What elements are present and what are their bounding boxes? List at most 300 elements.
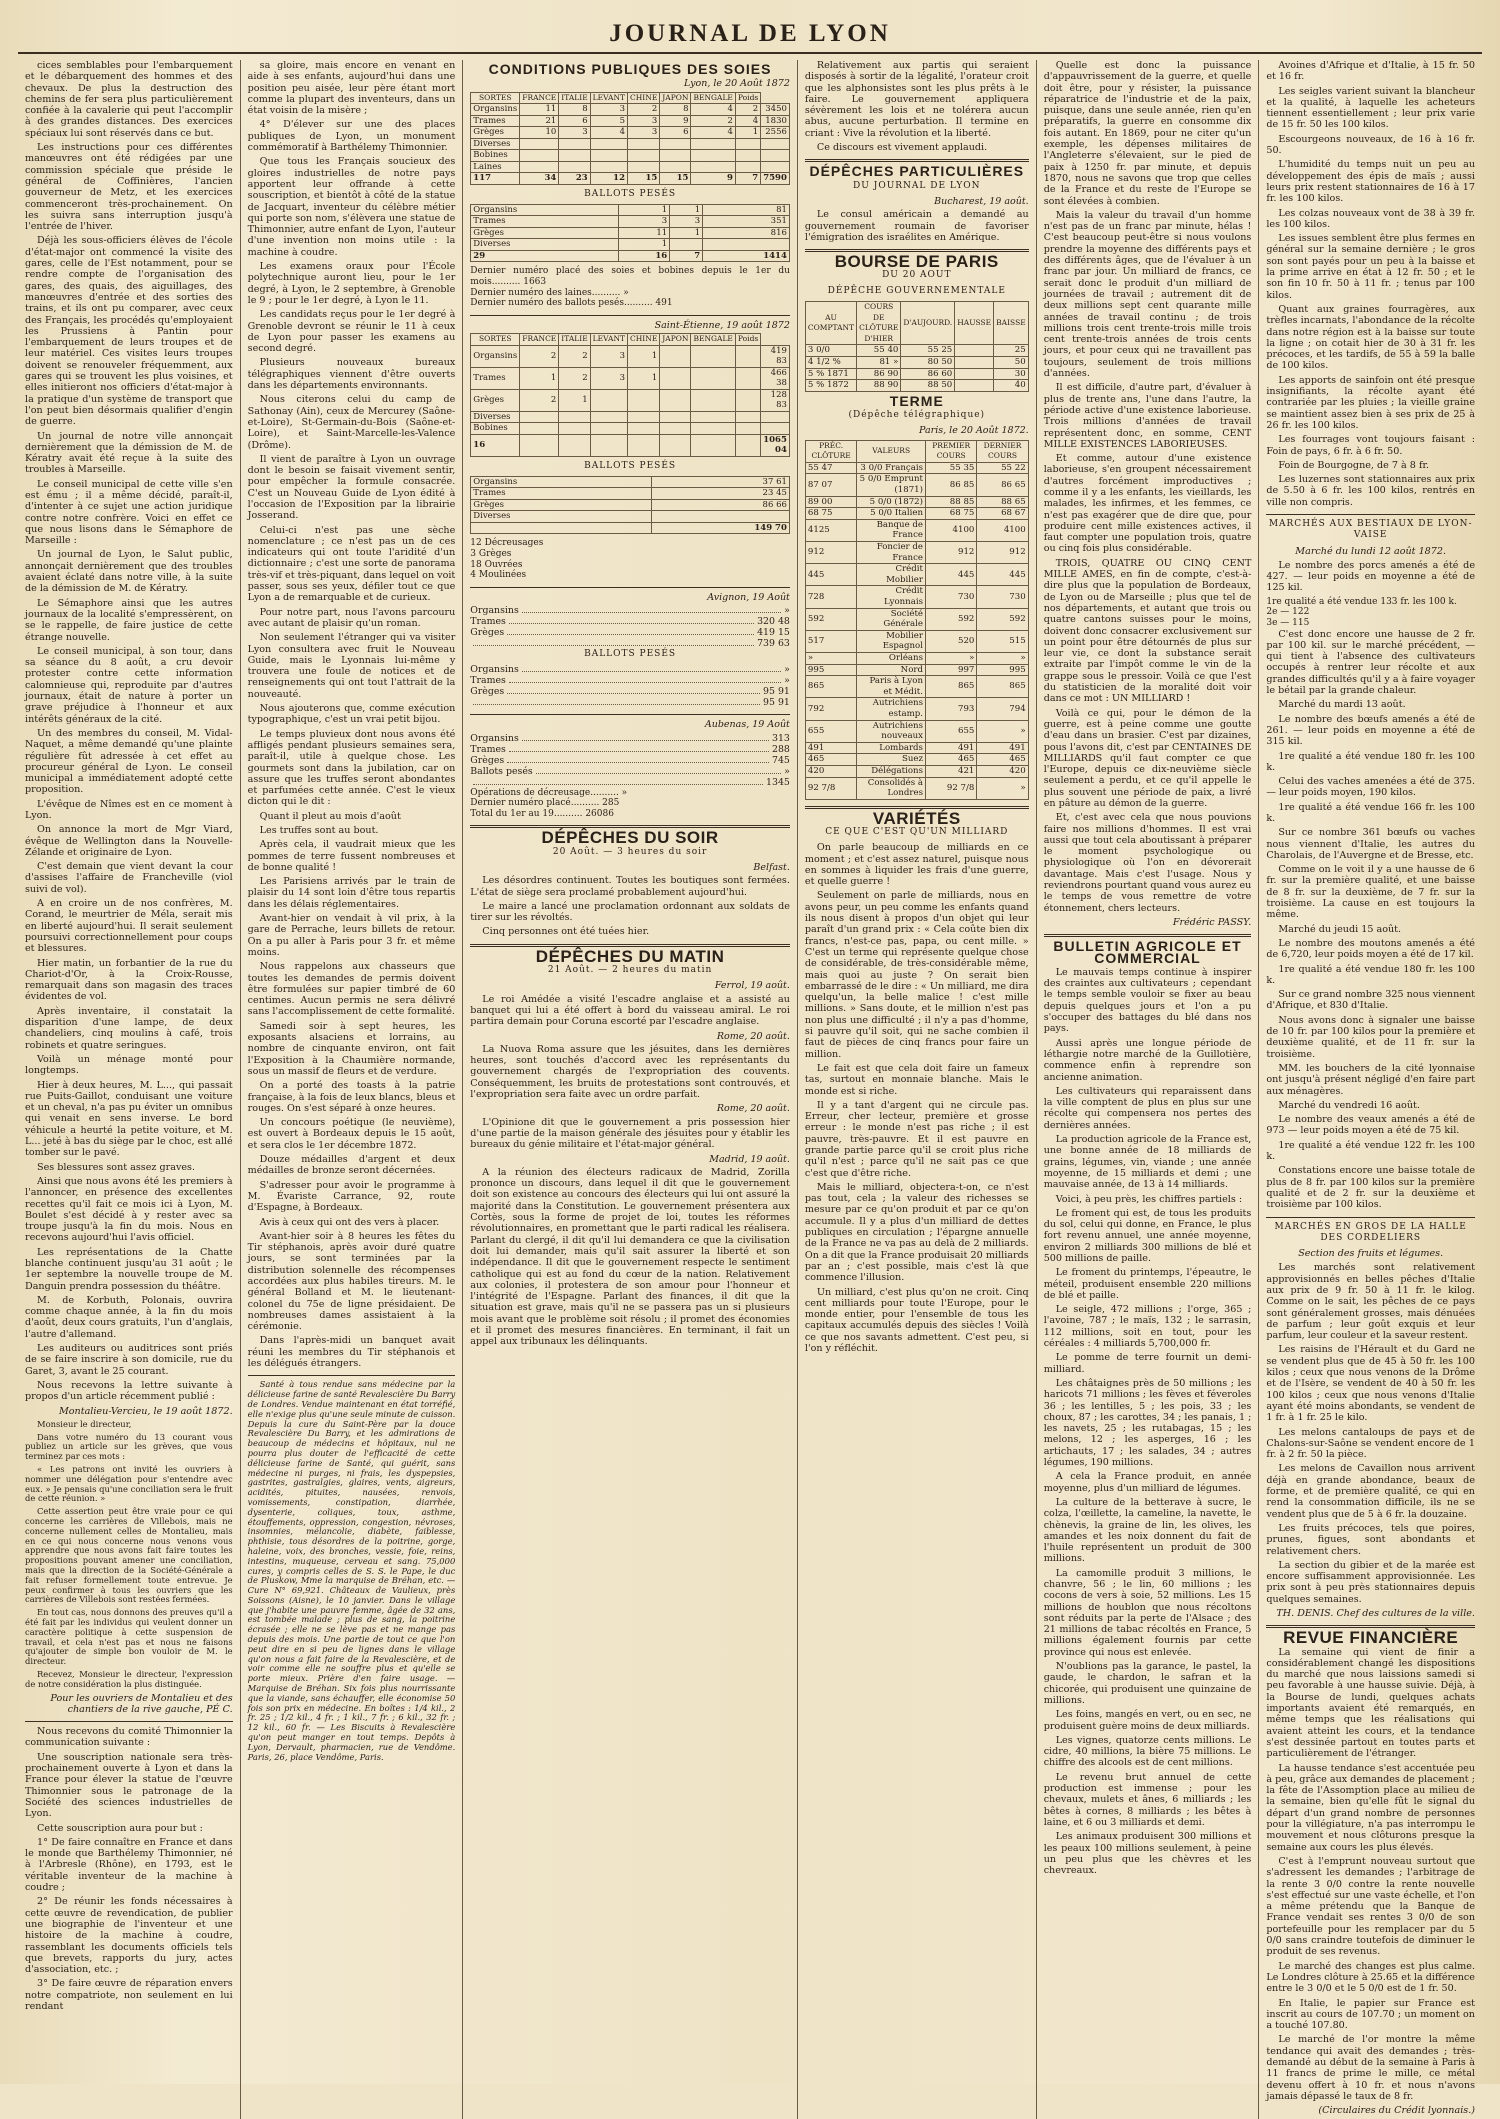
- bourse-date: DU 20 AOUT: [882, 270, 952, 281]
- table-cell: Nord: [857, 664, 926, 676]
- leader-dots: [507, 627, 754, 635]
- list-line: [470, 777, 790, 788]
- table-cell: [691, 423, 735, 435]
- table-cell: [660, 161, 691, 173]
- article-paragraph: Le pomme de terre fournit un demi-milliard.: [1043, 1352, 1252, 1375]
- table-cell: 37 61: [651, 476, 789, 488]
- table-cell: 23: [559, 173, 590, 185]
- article-paragraph: sa gloire, mais encore en venant en aide à ses enfants, aujourd'hui dans une position peu aisée, leur père étant mort comme la plupart des inventeurs, dans un état voisin de la misère ;: [247, 60, 456, 117]
- table-cell: Orléans: [857, 652, 926, 664]
- aubenas-dateline: Aubenas, 19 Août: [704, 719, 790, 731]
- article-paragraph: Il vient de paraître à Lyon un ouvrage dont le besoin se faisait vivement sentir, pour empêcher la formule consacrée. C'est un Nouveau Guide de Lyon édité à l'occasion de l'Exposition par la librairie Josserand.: [247, 453, 456, 522]
- table-cell: 995: [977, 664, 1028, 676]
- article-paragraph: La camomille produit 3 millions, le chanvre, 56 ; le lin, 60 millions ; les cocons de vers à soie, 52 millions. Les 15 millions de houblon que nous récoltons sont réduits par la perte de l'Alsace ; des 21 millions de tabac récoltés en France, 5 millions également fournis par cette province qui nous est enlevée.: [1043, 1567, 1252, 1658]
- list-label: Trames: [470, 675, 506, 687]
- rentes-table: [805, 301, 1029, 392]
- column-2: [241, 60, 464, 2119]
- market-paragraph: Constations encore une baisse totale de plus de 8 fr. par 100 kilos sur la première qualité et de 2 fr. sur la deuxième et troisième par 100 kilos.: [1266, 1165, 1475, 1211]
- table-cell: 128 83: [761, 389, 790, 411]
- table-cell: [590, 138, 627, 150]
- values-table: [805, 440, 1029, 800]
- market-paragraph: 1re qualité a été vendue 122 fr. les 100 k.: [1266, 1139, 1475, 1163]
- table-cell: [660, 389, 691, 411]
- article-paragraph: Une souscription nationale sera très-prochainement ouverte à Lyon et dans la France pour élever la statue de l'œuvre Thimonnier sous le patronage de la Société des sciences industrielles de Lyon.: [25, 1751, 233, 1820]
- table-cell: 15: [660, 173, 691, 185]
- leader-dots: [507, 755, 769, 763]
- article-paragraph: Que tous les Français soucieux des gloires industrielles de notre pays apportent leur offrande à cette souscription, et bientôt à côté de la statue de Jacquart, inventeur du célèbre métier qui porte son nom, s'élèvera une statue de Thimonnier, autre enfant de Lyon, l'auteur d'une invention non moins utile : la machine à coudre.: [247, 156, 456, 258]
- table-cell: Organsins: [471, 345, 520, 367]
- cordeliers-signature: TH. DENIS. Chef des cultures de la ville.: [1276, 1608, 1475, 1619]
- article-paragraph: Un milliard, c'est plus qu'on ne croit. Cinq cent milliards pour toute l'Europe, pour le monde entier, pour l'ensemble de tous les capitaux accumulés depuis des siècles ! Voilà ce que nos savants admettent. C'est peu, si l'on y réfléchit.: [804, 1286, 1029, 1355]
- table-cell: 6: [660, 127, 691, 139]
- article-paragraph: TROIS, QUATRE OU CINQ CENT MILLE AMES, en fin de compte, c'est-à-dire plus que la population de Bordeaux, de Lyon ou de Marseille ; plus que tel de nos départements, et autant que trois ou quatre cantons suisses pour le moins, doivent donc consacrer exclusivement sur un point pour être détournés de plus sur leur vie, ce dont la substance serait extraite par l'impôt comme le vin de la grappe sous le pressoir. Voilà ce que l'est du statisticien de la moralité doit voir dans ce mot : UN MILLIARD !: [1043, 557, 1252, 705]
- table-header: FRANCE: [520, 334, 559, 346]
- table-cell: 7590: [761, 173, 790, 185]
- list-value: »: [784, 675, 790, 687]
- table-cell: 88 85: [925, 496, 976, 508]
- table-cell: [703, 239, 790, 251]
- market-paragraph: Marché du jeudi 15 août.: [1278, 923, 1402, 935]
- article-paragraph: Avoines d'Afrique et d'Italie, à 15 fr. 50 et 16 fr.: [1266, 60, 1475, 83]
- article-paragraph: Escourgeons nouveaux, de 16 à 16 fr. 50.: [1266, 133, 1475, 157]
- table-cell: »: [805, 652, 856, 664]
- table-header: Poids: [735, 334, 760, 346]
- lyon-dateline: Lyon, le 20 Août 1872: [684, 78, 790, 90]
- table-cell: 6: [559, 115, 590, 127]
- table-header: AU COMPTANT: [805, 302, 856, 345]
- dispatch-place: Belfast.: [753, 862, 790, 873]
- table-cell: 92 7/8: [925, 777, 976, 799]
- article-paragraph: Quelle est donc la puissance d'appauvrissement de la guerre, et quelle doit être, pour y résister, la puissance réparatrice de l'industrie et de la paix, puisque, dans une seule année, rien qu'en préparatifs, la guerre en consomme dix fois autant. En 1869, pour ne citer qu'un exemple, les dépenses militaires de l'Angleterre s'élevaient, sur le pied de paix à 1250 fr. par minute, et depuis 1870, nous ne savons que trop que celles de la France et du reste de l'Europe se sont élevées à combien.: [1043, 60, 1252, 207]
- table-row: [471, 476, 790, 488]
- table-cell: Grèges: [471, 499, 651, 511]
- advertisement: Santé à tous rendue sans médecine par la délicieuse farine de santé Revalescière Du Barry de Londres. Vendue maintenant en état torréfié, elle n'exige plus qu'une seule minute de cuisson. Depuis la cure du Saint-Père par la douce Revalescière Du Barry, et les admirations de beaucoup de médecins et hôpitaux, nul ne pourra plus douter de l'efficacité de cette délicieuse farine de Santé, qui guérit, sans médecine ni purges, ni frais, les dyspepsies, gastrites, gastralgies, glaires, vents, aigreurs, acidités, pituites, nausées, renvois, vomissements, constipation, diarrhée, dysenterie, coliques, toux, asthme, étouffements, oppression, congestion, névroses, insomnies, mélancolie, diabète, faiblesse, phthisie, tous désordres de la poitrine, gorge, haleine, voix, des bronches, vessie, foie, reins, intestins, muqueuse, cerveau et sang. 75,000 cures, y compris celles de S. S. le Pape, le duc de Pluskow, Mme la marquise de Bréhan, etc. — Cure N° 69,921. Châteaux de Vaulieux, près Soissons (Aisne), le 10 janvier. Dans le village que j'habite une pauvre femme, âgée de 32 ans, est tombée malade ; plus de sang, la poitrine écrasée ; elle ne se lève pas et ne mange pas depuis des mois. Une partie de tout ce que l'on peut dire en si peu de lignes dans le village qu'on nous a fait faire de la Revalescière, et de voir comme elle ne souffre plus et qu'elle se porte mieux. Prière d'en faire usage. — Marquise de Bréhan. Six fois plus nourrissante que la viande, sans échauffer, elle économise 50 fois son prix en médecine. En boîtes : 1/4 kil., 2 fr. 25 ; 1/2 kil., 4 fr. ; 1 kil., 7 fr. ; 6 kil., 32 fr. ; 12 kil., 60 fr. — Les Biscuits à Revalescière qu'on peut manger en tout temps. Depôts à Lyon, Dervault, pharmacien, rue de Vendôme. Paris, 26, place Vendôme, Paris.: [247, 1379, 456, 1762]
- table-row: [805, 380, 1028, 392]
- table-row: [471, 115, 790, 127]
- table-cell: [628, 411, 660, 423]
- st-etienne-note: 18 Ouvrées: [470, 559, 523, 570]
- article-paragraph: 3° De faire œuvre de réparation envers notre compatriote, non seulement en lui rendant: [25, 1978, 233, 2012]
- list-label: Trames: [470, 743, 506, 755]
- table-cell: Lombards: [857, 742, 926, 754]
- table-cell: 88 65: [977, 496, 1028, 508]
- market-paragraph: MM. les bouchers de la cité lyonnaise ont jusqu'à présent négligé d'en faire part aux ménagères.: [1266, 1062, 1475, 1097]
- table-cell: Grèges: [471, 227, 619, 239]
- article-paragraph: Le conseil municipal, à son tour, dans sa séance du 8 août, a cru devoir protester contre cette information calomnieuse qui, reproduite par d'autres journaux, était de nature à porter un grave préjudice à l'honneur et aux intérêts généraux de la cité.: [25, 645, 233, 725]
- leader-dots: [509, 675, 781, 683]
- article-paragraph: cices semblables pour l'embarquement et le débarquement des hommes et des chevaux. De plus la destruction des chemins de fer sera plus particulièrement confiée à la cavalerie qui peut l'accomplir à des grandes distances. Des exercices spéciaux lui sont réservés dans ce but.: [25, 60, 233, 139]
- article-paragraph: Un concours poétique (le neuvième), est ouvert à Bordeaux depuis le 15 août, et sera clos le 1er décembre 1872.: [247, 1117, 456, 1151]
- table-cell: 5 0/0 Emprunt (1871): [857, 474, 926, 496]
- article-paragraph: Les candidats reçus pour le 1er degré à Grenoble devront se réunir le 11 à ceux de Lyon pour passer les examens au second degré.: [247, 309, 456, 355]
- article-paragraph: Les cultivateurs qui reparaissent dans la ville comptent de plus en plus sur une récolte qui compensera nos pertes des dernières années.: [1043, 1085, 1252, 1131]
- revue-signature: (Circulaires du Crédit lyonnais.): [1318, 2105, 1475, 2117]
- table-row: [805, 586, 1028, 608]
- table-cell: 89 00: [805, 496, 856, 508]
- table-cell: [628, 138, 660, 150]
- table-cell: [735, 367, 760, 389]
- table-cell: 465: [925, 754, 976, 766]
- table-header: HAUSSE: [955, 302, 994, 345]
- list-label: Grèges: [470, 686, 505, 698]
- article-paragraph: Mais la valeur du travail d'un homme n'est pas de un franc par minute, hélas ! C'est beaucoup peut-être si nous voulons prendre la moyenne des différents pays et des différents âges, que de l'évaluer à un franc par jour. Un milliard de francs, ce serait donc le produit d'un milliard de journées de travail ; autrement dit de deux millions sept cent quarante mille années de travail continu ; de trois millions trois cent trente-trois mille trois cent trente-trois années de trois cents jours, et pour ceux qui ne travaillent pas toujours, seulement de trois millions d'années.: [1043, 209, 1252, 380]
- table-cell: [628, 389, 660, 411]
- article-paragraph: Les vignes, quatorze cents millions. Le cidre, 40 millions, la bière 75 millions. Le chiffre des alcools est de cent millions.: [1043, 1734, 1252, 1769]
- table-cell: 520: [925, 630, 976, 652]
- table-cell: 2: [628, 104, 660, 116]
- table-cell: Banque de France: [857, 519, 926, 541]
- article-paragraph: En Italie, le papier sur France est inscrit au cours de 107.70 ; un moment on a touché 107.80.: [1266, 1997, 1475, 2032]
- table-cell: 10: [520, 127, 559, 139]
- table-cell: 491: [805, 742, 856, 754]
- evening-dispatches-time: 20 Août. — 3 heures du soir: [552, 846, 708, 857]
- article-paragraph: Le Sémaphore ainsi que les autres journaux de la localité s'empressèrent, on se le rappelle, de faire justice de cette étrange nouvelle.: [25, 597, 233, 643]
- list-value: »: [784, 765, 790, 777]
- list-value: 739 63: [757, 638, 790, 650]
- table-cell: 15: [628, 173, 660, 185]
- table-cell: [761, 161, 790, 173]
- article-paragraph: Voilà ce qui, pour le démon de la guerre, est à peine comme une goutte d'eau dans un brasier. C'est par dizaines, pous l'avons dit, c'est par CENTAINES DE MILLIARDS qu'il faut compter ce que l'Europe, depuis ce dix-neuvième siècle seulement a perdu, et ce qu'il appelle le plus souvent une période de paix, a livré en pâture au démon de la guerre.: [1043, 707, 1252, 809]
- table-cell: Consolidés à Londres: [857, 777, 926, 799]
- dispatch-paragraph: La Nuova Roma assure que les jésuites, dans les dernières heures, sont touchés d'accord avec les représentants du gouvernement chargés de l'expropriation des couvents. Conséquemment, les bruits de protestations sont controuvés, et l'expropriation sera faite avec un ordre parfait.: [470, 1043, 790, 1101]
- table-row: [471, 239, 790, 251]
- section-divider: [470, 587, 790, 588]
- article-paragraph: Hier matin, un forbantier de la rue du Chariot-d'Or, à la Croix-Rousse, remarquait dans son magasin des traces évidentes de vol.: [25, 957, 233, 1003]
- list-line: [470, 744, 790, 755]
- table-cell: 2: [559, 345, 590, 367]
- table-cell: 55 25: [901, 345, 955, 357]
- leader-dots: [509, 744, 769, 752]
- article-paragraph: Et comme, autour d'une existence laborieuse, s'en groupent nécessairement d'autres forcément improductives ; comme il y a les enfants, les vieillards, les malades, les infirmes, et les femmes, ce n'est pas exagérer que de dire que, pour produire cent mille existences actives, il faut compter une population trois, quatre ou cinq fois plus considérable.: [1043, 453, 1252, 555]
- table-row: [471, 511, 790, 523]
- table-cell: 592: [925, 608, 976, 630]
- table-cell: 11: [619, 227, 670, 239]
- article-paragraph: Ce discours est vivement applaudi.: [816, 142, 988, 154]
- table-cell: 4: [735, 115, 760, 127]
- table-header: CHINE: [628, 334, 660, 346]
- article-paragraph: Le froment du printemps, l'épeautre, le méteil, produisent ensemble 220 millions de blé et paille.: [1043, 1267, 1252, 1301]
- table-row: [805, 564, 1028, 586]
- article-paragraph: L'humidité du temps nuit un peu au développement des épis de maïs ; aussi leurs prix restent stationnaires de 16 à 17 fr. les 100 kilos.: [1266, 159, 1475, 205]
- ballots-table-st-etienne: [470, 476, 790, 535]
- bourse-subtitle: DÉPÊCHE GOUVERNEMENTALE: [827, 285, 1006, 296]
- section-divider: [1266, 1217, 1475, 1218]
- silk-table-lyon: [470, 92, 790, 185]
- table-cell: [761, 411, 790, 423]
- table-header: SORTES: [471, 334, 520, 346]
- article-paragraph: Le temps pluvieux dont nous avons été affligés pendant plusieurs semaines sera, paraît-il, utile à quelque chose. Les gourmets sont dans la jubilation, car on assure que les truffes seront abondantes et parfumées cette année. C'est le vieux dicton qui le dit :: [247, 728, 456, 808]
- table-cell: 16: [619, 250, 670, 262]
- table-cell: [559, 138, 590, 150]
- table-cell: [670, 239, 703, 251]
- letter-date: Montalieu-Vercieu, le 19 août 1872.: [58, 1405, 233, 1417]
- article-paragraph: Il y a tant d'argent qui ne circule pas. Erreur, cher lecteur, première et grosse erreur : le monde n'est pas riche ; il est pauvre, très-pauvre. Et il est pauvre en grande partie parce qu'il se croit plus riche qu'il n'est ; parce qu'il ne sait pas ce que c'est que d'être riche.: [804, 1099, 1029, 1179]
- table-cell: 3: [628, 127, 660, 139]
- article-paragraph: Nous recevons la lettre suivante à propos d'un article récemment publié :: [25, 1379, 233, 1403]
- article-paragraph: Un journal de notre ville annonçait dernièrement que la démission de M. de Kératry avait été reçue à la suite des troubles à Marseille.: [25, 430, 233, 476]
- list-value: »: [784, 664, 790, 676]
- market-paragraph: 1re qualité a été vendue 180 fr. les 100 k.: [1266, 750, 1475, 773]
- table-cell: 1: [628, 345, 660, 367]
- table-cell: 997: [925, 664, 976, 676]
- table-cell: 3450: [761, 104, 790, 116]
- article-paragraph: Dans l'après-midi un banquet avait réuni les membres du Tir stéphanois et les délégués étrangers.: [247, 1335, 456, 1370]
- silk-table-st-etienne: [470, 333, 790, 457]
- table-cell: 1: [520, 367, 559, 389]
- table-cell: 3: [590, 104, 627, 116]
- table-cell: 3 0/0 Français: [857, 462, 926, 474]
- table-cell: [520, 138, 559, 150]
- table-cell: Bobines: [471, 150, 520, 162]
- article-paragraph: Le marché des changes est plus calme. Le Londres clôture à 25.65 et la différence entre le 3 0/0 et le 5 0/0 est de 1 fr. 50.: [1266, 1960, 1475, 1995]
- article-paragraph: Mais le milliard, objectera-t-on, ce n'est pas tout, cela ; la valeur des richesses se mesure par ce qu'on produit et par ce qu'on accumule. Il y a plus d'un milliard de dettes publiques en circulation ; l'épargne annuelle de la France ne va pas au delà de 2 milliards. On a dit que la France produisait 20 milliards par an ; c'est possible, mais c'est là que commence l'illusion.: [804, 1181, 1029, 1284]
- table-cell: 21: [520, 115, 559, 127]
- table-row: [471, 216, 790, 228]
- dispatch-paragraph: L'Opinione dit que le gouvernement a pris possession hier d'une partie de la maison générale des jésuites pour y établir les bureaux du génie militaire et l'état-major général.: [470, 1116, 790, 1151]
- section-divider: [248, 1375, 456, 1376]
- article-paragraph: Le revenu brut annuel de cette production est immense ; pour les chevaux, mulets et ânes, 6 milliards ; les bêtes à cornes, 8 milliards ; les bêtes à laine, et 6 ou 3 milliards et demi.: [1043, 1771, 1252, 1828]
- table-cell: Crédit Lyonnais: [857, 586, 926, 608]
- article-paragraph: Le seigle, 472 millions ; l'orge, 365 ; l'avoine, 787 ; le maïs, 132 ; le sarrasin, 112 millions, soit en tout, pour les céréales : 4 milliards 5,700,000 fr.: [1043, 1304, 1252, 1350]
- table-cell: [628, 423, 660, 435]
- column-5: [1037, 60, 1260, 2119]
- leader-dots: [522, 605, 781, 613]
- column-1: [18, 60, 241, 2119]
- aubenas-note: Dernier numéro placé.......... 285: [470, 798, 620, 809]
- article-paragraph: Nous rappelons aux chasseurs que toutes les demandes de permis doivent être formulées sur papier timbré de 60 centimes. Aucun permis ne sera délivré sans l'accomplissement de cette formalité.: [247, 961, 456, 1018]
- table-header: VALEURS: [857, 440, 926, 462]
- article-paragraph: Les examens oraux pour l'École polytechnique auront lieu, pour le 1er degré, à Lyon, le 2 septembre, à Grenoble le 9 ; pour le 1er degré, à Lyon le 11.: [247, 261, 456, 306]
- dispatch-place: Madrid, 19 août.: [709, 1153, 790, 1165]
- article-paragraph: La production agricole de la France est, une bonne année de 18 milliards de grains, légumes, vin, viande ; une année moyenne, de 15 milliards et demi ; une mauvaise année, de 13 à 14 milliards.: [1043, 1134, 1252, 1191]
- price-grade: 1re qualité a été vendue 133 fr. les 100 k.: [1266, 596, 1457, 607]
- article-paragraph: Nous citerons celui du camp de Sathonay (Ain), ceux de Mercurey (Saône-et-Loire), St-Germain-du-Bois (Saône-et-Loire), et Saint-Marcelle-les-Valence (Drôme).: [247, 394, 456, 451]
- table-header: PRÉC. CLÔTURE: [805, 440, 856, 462]
- table-cell: 68 75: [805, 508, 856, 520]
- market-paragraph: 1re qualité a été vendue 180 fr. les 100 k.: [1266, 963, 1475, 986]
- article-paragraph: C'est demain que vient devant la cour d'assises l'affaire de Francheville (viol suivi de vol).: [25, 861, 233, 895]
- article-paragraph: Celui-ci n'est pas une sèche nomenclature ; ce n'est pas un de ces indicateurs qui ont toute l'aridité d'un dictionnaire ; c'est une sorte de panorama très-vif et très-piquant, dans lequel on voit passer, sous ses yeux, défiler tout ce que Lyon a de remarquable et de curieux.: [247, 524, 456, 604]
- article-paragraph: Nous ajouterons que, comme exécution typographique, c'est un vrai petit bijou.: [247, 703, 456, 726]
- table-cell: 2556: [761, 127, 790, 139]
- column-4: [798, 60, 1037, 2119]
- table-cell: 25: [994, 345, 1029, 357]
- cordeliers-subtitle: Section des fruits et légumes.: [1298, 1248, 1444, 1260]
- table-cell: 7: [670, 250, 703, 262]
- table-cell: [590, 434, 627, 456]
- table-cell: 2: [520, 389, 559, 411]
- table-cell: 4: [590, 127, 627, 139]
- table-cell: 4125: [805, 519, 856, 541]
- leader-dots: [509, 616, 754, 624]
- table-cell: 793: [925, 698, 976, 720]
- article-paragraph: Les instructions pour ces différentes manœuvres ont été rédigées par une commission spéciale que préside le général de Coffinières, l'ancien gouverneur de Metz, et les exercices commenceront très-prochainement. On les suivra sans interruption jusqu'à l'entrée de l'hiver.: [25, 142, 233, 233]
- market-paragraph: Comme on le voit il y a une hausse de 6 fr. sur la première qualité, et une baisse de 8 fr. sur la deuxième, de 7 fr. sur la troisième. La cause en est toujours la même.: [1266, 864, 1475, 921]
- list-label: Organsins: [470, 605, 519, 617]
- table-cell: [559, 434, 590, 456]
- ballots-title: BALLOTS PESÉS: [584, 188, 677, 199]
- article-paragraph: L'évêque de Nîmes est en ce moment à Lyon.: [25, 798, 233, 821]
- table-cell: 80 50: [901, 357, 955, 369]
- table-cell: [520, 423, 559, 435]
- list-value: 745: [771, 754, 790, 766]
- table-cell: 5 % 1872: [805, 380, 856, 392]
- table-header: BENGALE: [691, 334, 735, 346]
- bourse-title: BOURSE DE PARIS: [834, 252, 999, 272]
- table-cell: 86 90: [857, 368, 901, 380]
- table-cell: [735, 161, 760, 173]
- aubenas-note: Opérations de décreusage.......... »: [470, 787, 628, 798]
- table-cell: 50: [994, 357, 1029, 369]
- table-cell: [691, 150, 735, 162]
- table-cell: [735, 411, 760, 423]
- table-cell: 9: [660, 115, 691, 127]
- lyon-note: Dernier numéro des ballots pesés.......... 491: [470, 298, 673, 309]
- letter-paragraph: Monsieur le directeur,: [37, 1418, 132, 1429]
- market-paragraph: Les marchés sont relativement approvisionnés en belles pêches d'Italie aux prix de 9 fr. 50 à 11 fr. le kilog. Comme on le sait, les pêches de ce pays sont généralement grosses, mais dénuées de parfum ; leur goût exquis et leur parfum, leur couleur et la saveur restent.: [1266, 1262, 1475, 1342]
- table-cell: 1: [619, 204, 670, 216]
- market-paragraph: Sur ce nombre 361 bœufs ou vaches nous viennent d'Italie, les autres du Charolais, de l'Auvergne et de Bresse, etc.: [1266, 827, 1475, 861]
- table-row: [471, 138, 790, 150]
- table-cell: 117: [471, 173, 520, 185]
- list-value: 95 91: [763, 686, 790, 698]
- bulletin-title: BULLETIN AGRICOLE ET COMMERCIAL: [1053, 938, 1242, 966]
- table-cell: [691, 345, 735, 367]
- article-paragraph: Ses blessures sont assez graves.: [37, 1161, 196, 1173]
- table-cell: 730: [925, 586, 976, 608]
- table-cell: [660, 345, 691, 367]
- article-paragraph: Relativement aux partis qui seraient disposés à sortir de la légalité, l'orateur croit que les alphonsistes sont les plus prêts à le faire. Le gouvernement appliquera sévèrement les lois et ne tolérera aucun abus, aucune perturbation. Il termine en criant : Vive la révolution et la liberté.: [804, 60, 1029, 139]
- article-paragraph: Les auditeurs ou auditrices sont priés de se faire inscrire à son domicile, rue du Garet, 3, avant le 25 courant.: [25, 1343, 233, 1377]
- table-cell: 4 1/2 %: [805, 357, 856, 369]
- table-cell: [660, 434, 691, 456]
- table-row: [805, 652, 1028, 664]
- table-row: [471, 227, 790, 239]
- table-row: [805, 519, 1028, 541]
- table-cell: 995: [805, 664, 856, 676]
- list-value: »: [784, 605, 790, 617]
- table-cell: 9: [691, 173, 735, 185]
- table-cell: 86 65: [977, 474, 1028, 496]
- table-cell: [660, 411, 691, 423]
- table-cell: 4: [691, 104, 735, 116]
- table-cell: »: [977, 720, 1028, 742]
- table-row: [805, 608, 1028, 630]
- table-cell: Trames: [471, 367, 520, 389]
- table-cell: [761, 423, 790, 435]
- leader-dots: [522, 733, 769, 741]
- table-header: PREMIER COURS: [925, 440, 976, 462]
- article-paragraph: Douze médailles d'argent et deux médailles de bronze seront décernées.: [247, 1154, 456, 1177]
- dispatch-paragraph: Le maire a lancé une proclamation ordonnant aux soldats de tirer sur les révoltés.: [470, 900, 790, 924]
- table-cell: Trames: [471, 216, 619, 228]
- table-cell: Grèges: [471, 127, 520, 139]
- table-cell: 865: [925, 676, 976, 698]
- list-value: 320 48: [757, 616, 790, 628]
- article-paragraph: Et, c'est avec cela que nous pouvions faire nos millions d'hommes. Il est vrai aussi que tout cela aboutissant à préparer le moment psychologique ou physiologique où l'on en dévorerait davantage. Mais c'est l'usage. Nous y reviendrons pourtant quand vous aurez eu le temps de vous remettre de votre étonnement, chers lecteurs.: [1043, 812, 1252, 914]
- table-cell: 1: [670, 204, 703, 216]
- market-paragraph: Marché du vendredi 16 août.: [1278, 1099, 1420, 1111]
- table-row: [805, 462, 1028, 474]
- table-cell: Délégations: [857, 765, 926, 777]
- table-header: ITALIE: [559, 334, 590, 346]
- table-cell: Foncier de France: [857, 542, 926, 564]
- table-row: [805, 676, 1028, 698]
- table-cell: 655: [805, 720, 856, 742]
- table-cell: 792: [805, 698, 856, 720]
- table-cell: [520, 411, 559, 423]
- table-row: [471, 499, 790, 511]
- list-line: [470, 697, 790, 708]
- table-total-row: [471, 434, 790, 456]
- table-cell: [761, 138, 790, 150]
- table-cell: 3: [628, 115, 660, 127]
- evening-dispatches-title: DÉPÊCHES DU SOIR: [541, 828, 719, 848]
- private-dispatches-title: DÉPÊCHES PARTICULIÈRES: [809, 163, 1025, 180]
- market-paragraph: Le nombre des porcs amenés a été de 427. — leur poids en moyenne a été de 125 kil.: [1266, 559, 1475, 594]
- table-cell: 8: [660, 104, 691, 116]
- dispatch-place: Bucharest, 19 août.: [934, 195, 1029, 207]
- leader-dots: [522, 664, 781, 672]
- article-paragraph: Hier à deux heures, M. L..., qui passait rue Puits-Gaillot, conduisant une voiture et un cheval, n'a pas pu éviter un omnibus qui venait en sens inverse. Le bord véhicule a heurté la petite voiture, et M. L... jeté à bas du siège par le choc, est allé tomber sur le pavé.: [25, 1079, 233, 1159]
- list-label: Grèges: [470, 627, 505, 639]
- table-cell: 88 50: [901, 380, 955, 392]
- masthead: [18, 14, 1482, 54]
- table-cell: 466 38: [761, 367, 790, 389]
- article-paragraph: Les représentations de la Chatte blanche continuent jusqu'au 31 août ; le 1er septembre la nouvelle troupe de M. Danguin prendra possession du théâtre.: [25, 1246, 233, 1292]
- vaise-market-date: Marché du lundi 12 août 1872.: [1295, 545, 1447, 557]
- article-paragraph: Foin de Bourgogne, de 7 à 8 fr.: [1278, 459, 1430, 471]
- market-paragraph: Le nombre des veaux amenés a été de 973 — leur poids moyen a été de 75 kil.: [1266, 1114, 1475, 1137]
- table-cell: 55 35: [925, 462, 976, 474]
- table-header: ITALIE: [559, 92, 590, 104]
- article-paragraph: Les châtaignes près de 50 millions ; les haricots 71 millions ; les fèves et féveroles 36 ; les lentilles, 5 ; les pois, 33 ; les choux, 87 ; les carottes, 34 ; les panais, 1 ; les navets, 25 ; les rutabagas, 15 ; les melons, 12 ; les asperges, 16 ; les artichauts, 17 ; les salades, 34 ; autres légumes, 190 millions.: [1043, 1377, 1252, 1469]
- price-grade: 3e — 115: [1266, 617, 1310, 628]
- article-paragraph: Nous recevons du comité Thimonnier la communication suivante :: [25, 1726, 233, 1749]
- table-cell: 34: [520, 173, 559, 185]
- table-cell: [691, 161, 735, 173]
- newspaper-title: JOURNAL DE LYON: [609, 20, 891, 47]
- table-cell: 12: [590, 173, 627, 185]
- table-cell: Société Générale: [857, 608, 926, 630]
- column-3: [463, 60, 798, 2119]
- terme-subtitle: (Dépêche télégraphique): [848, 410, 986, 421]
- table-row: [471, 104, 790, 116]
- table-cell: 68 75: [925, 508, 976, 520]
- article-paragraph: Aussi après une longue période de léthargie notre marché de la Guillotière, commence enfin à reprendre son ancienne animation.: [1043, 1037, 1252, 1083]
- market-paragraph: La section du gibier et de la marée est encore suffisamment approvisionnée. Les prix sont à peu près stationnaires depuis quelques semaines.: [1266, 1559, 1475, 1605]
- lyon-note: Dernier numéro placé des soies et bobines depuis le 1er du mois.......... 1663: [470, 266, 790, 287]
- market-paragraph: Les melons cantaloups de pays et de Chalons-sur-Saône se vendent encore de 1 fr. à 2 fr. 50 la pièce.: [1266, 1426, 1475, 1461]
- table-cell: 4: [691, 127, 735, 139]
- table-cell: 3: [590, 367, 627, 389]
- article-paragraph: N'oublions pas la garance, le pastel, la gaude, le chardon, le safran et la chicorée, qui produisent une quinzaine de millions.: [1043, 1661, 1252, 1706]
- table-cell: Diverses: [471, 411, 520, 423]
- dispatch-place: Rome, 20 août.: [716, 1030, 790, 1042]
- table-row: [805, 474, 1028, 496]
- letter-signature: Pour les ouvriers de Montalieu et des chantiers de la rive gauche, PÉ C.: [50, 1692, 233, 1715]
- list-line: [470, 616, 790, 627]
- article-paragraph: Les luzernes sont stationnaires aux prix de 5.50 à 6 fr. les 100 kilos, rentrés en ville non compris.: [1266, 474, 1475, 508]
- table-header: CHINE: [628, 92, 660, 104]
- table-cell: [955, 357, 994, 369]
- table-cell: 420: [805, 765, 856, 777]
- table-total-row: [471, 522, 790, 534]
- article-paragraph: Ainsi que nous avons été les premiers à l'annoncer, en présence des excellentes recettes qu'il fait ce mois ici à Lyon, M. Boulet s'est décidé à y rester avec sa troupe jusqu'à la fin du mois. Nous en recevons aujourd'hui l'avis officiel.: [25, 1175, 233, 1244]
- table-cell: 55 40: [857, 345, 901, 357]
- aubenas-note: Total du 1er au 19.......... 26086: [470, 808, 614, 819]
- table-cell: Diverses: [471, 511, 651, 523]
